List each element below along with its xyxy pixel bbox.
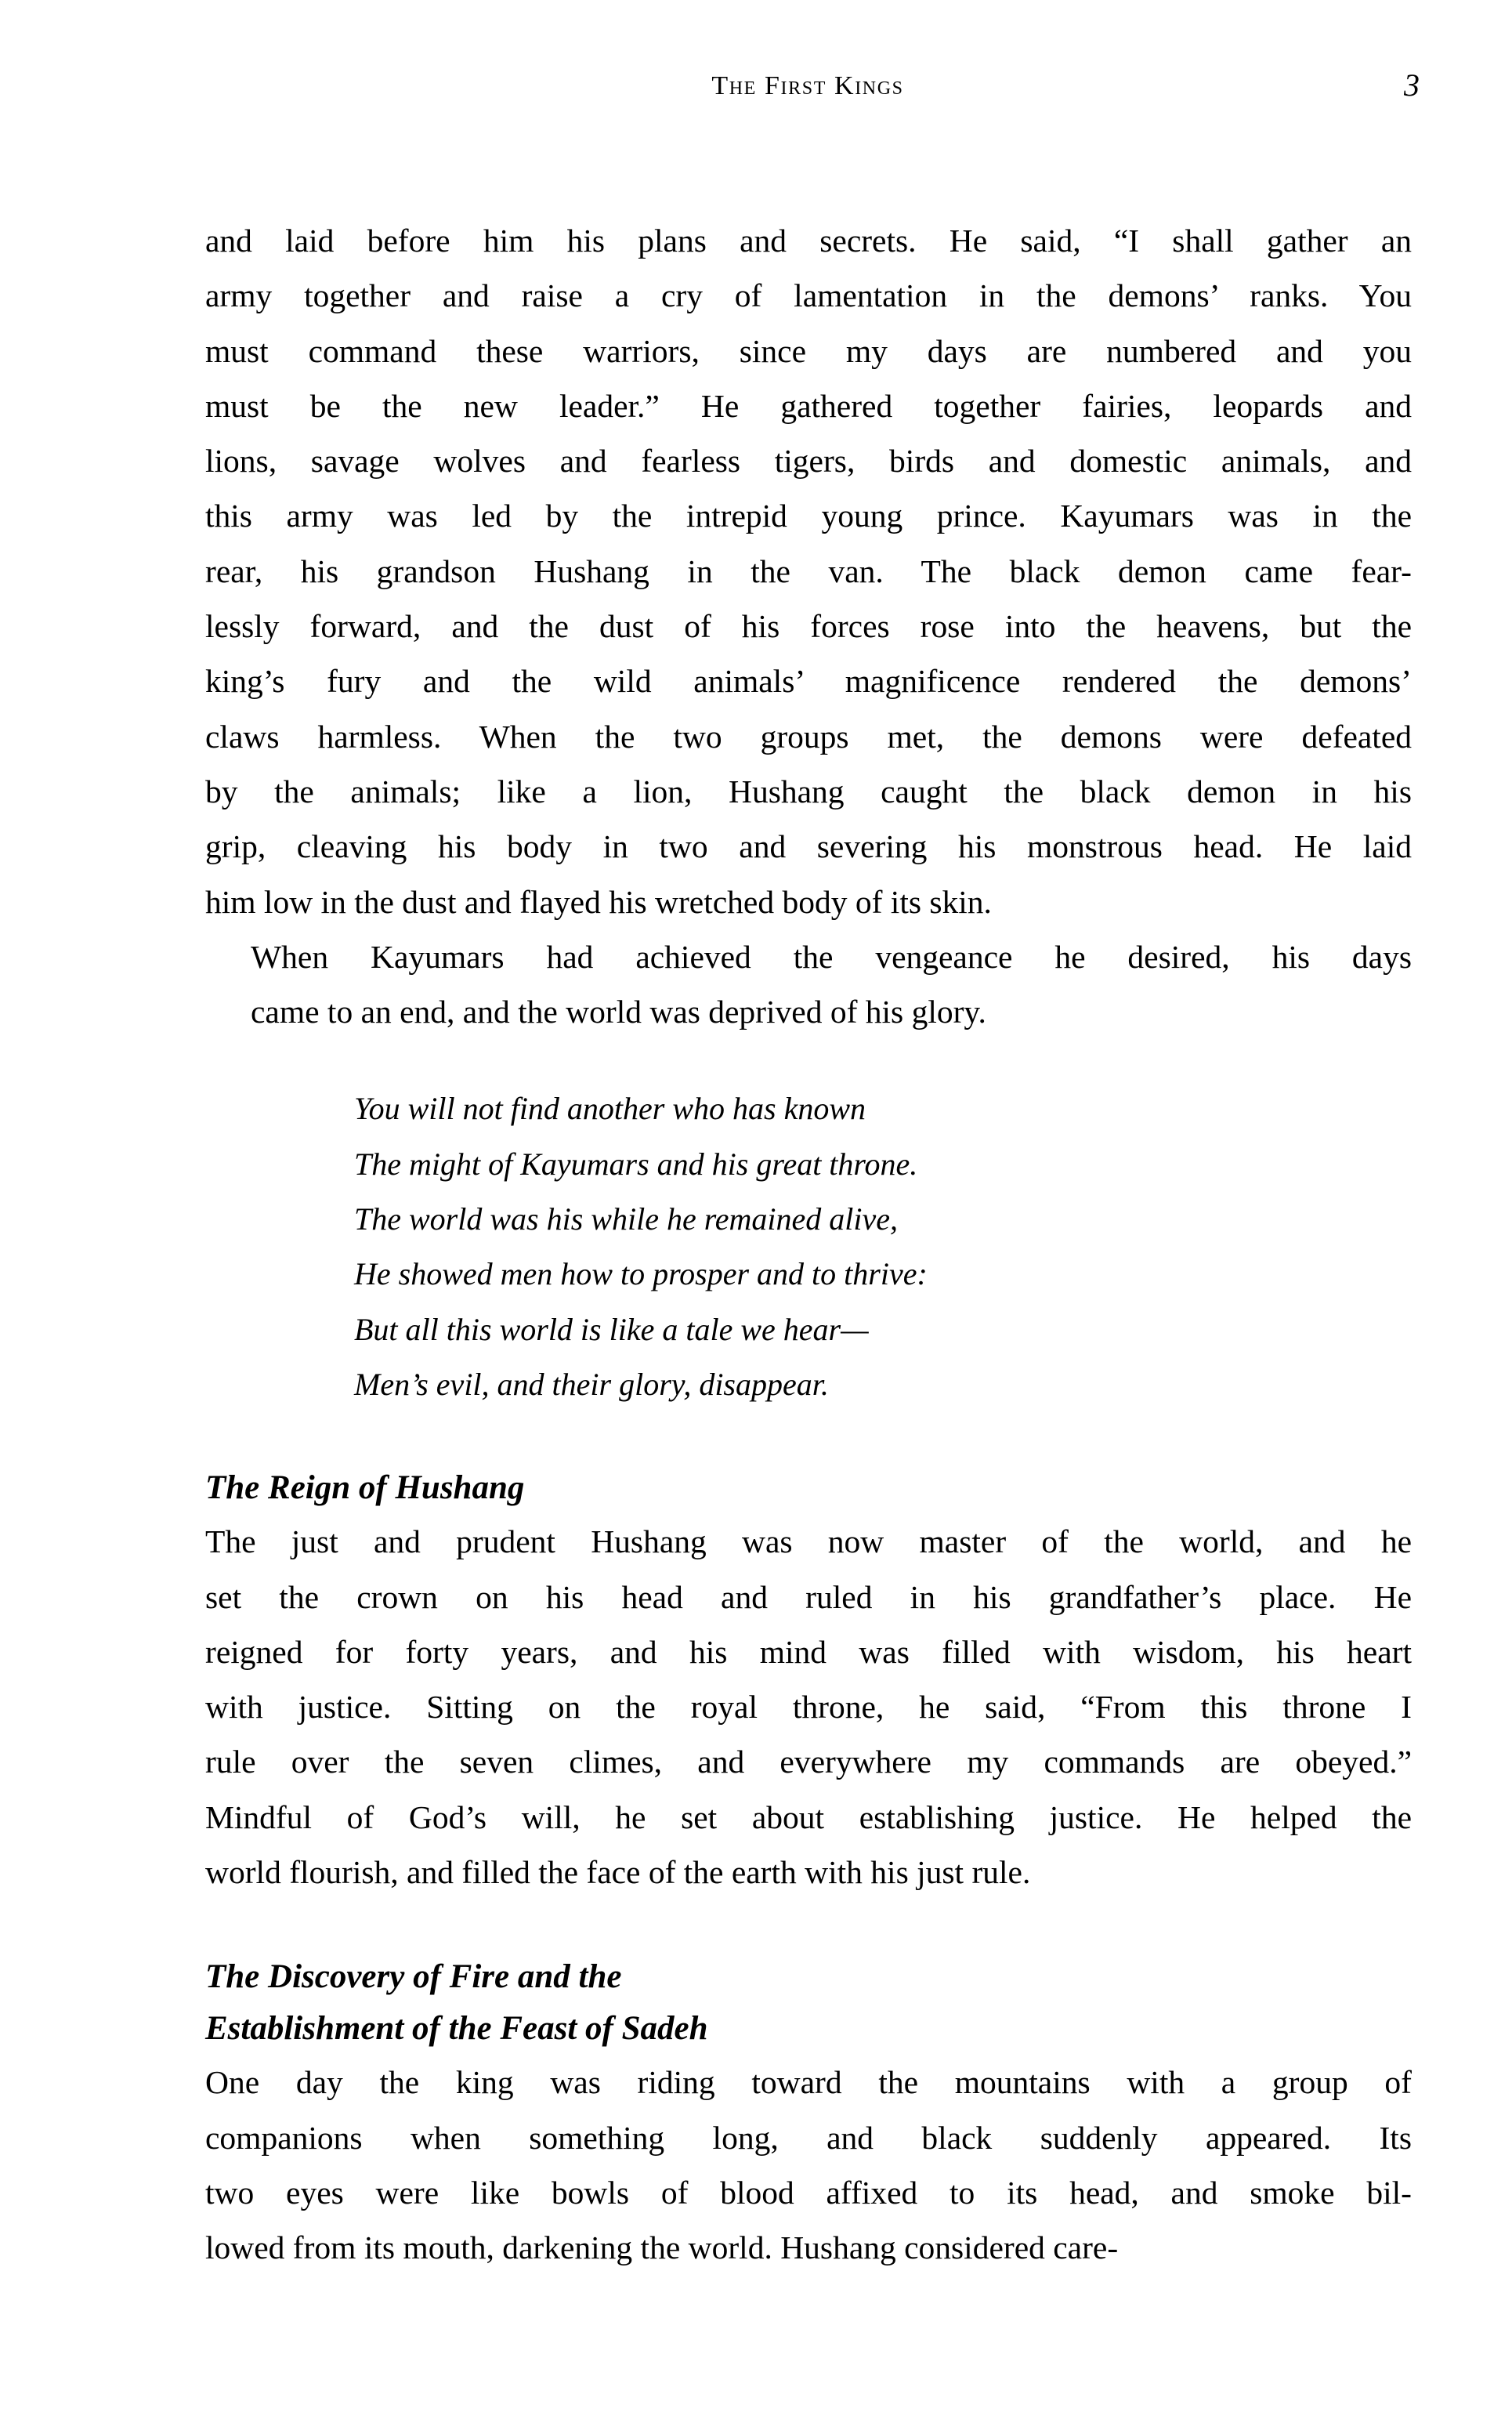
text-line: claws harmless. When the two groups met, the demons were defeated	[205, 718, 1412, 755]
heading-line: The Discovery of Fire and the	[205, 1958, 622, 1996]
text-line: lions, savage wolves and fearless tigers, birds and domestic animals, and	[205, 443, 1412, 480]
verse-line: You will not find another who has known	[354, 1091, 866, 1127]
text-line: with justice. Sitting on the royal throne, he said, “From this throne I	[205, 1689, 1412, 1726]
spacer-after-verse	[205, 1412, 1412, 1462]
text-line: must command these warriors, since my days are numbered and you	[205, 332, 1412, 369]
verse-line: But all this world is like a tale we hear—	[354, 1311, 869, 1347]
running-head-title: The First Kings	[711, 71, 904, 100]
text-line: this army was led by the intrepid young prince. Kayumars was in the	[205, 498, 1412, 534]
text-line: Mindful of God’s will, he set about establishing justice. He helped the	[205, 1798, 1412, 1835]
text-line: grip, cleaving his body in two and severing his monstrous head. He laid	[205, 828, 1412, 865]
text-line: and laid before him his plans and secrets. He said, “I shall gather an	[205, 223, 1412, 259]
text-line: The just and prudent Hushang was now master of the world, and he	[205, 1523, 1412, 1560]
text-line: reigned for forty years, and his mind was filled with wisdom, his heart	[205, 1633, 1412, 1670]
text-line: came to an end, and the world was deprived of his glory.	[251, 994, 986, 1030]
text-line: two eyes were like bowls of blood affixed to its head, and smoke bil-	[205, 2174, 1412, 2211]
verse-line: Men’s evil, and their glory, disappear.	[354, 1366, 829, 1402]
spacer-before-heading-2	[205, 1900, 1412, 1951]
heading-line: Establishment of the Feast of Sadeh	[205, 2010, 708, 2048]
text-line: set the crown on his head and ruled in his grandfather’s place. He	[205, 1578, 1412, 1615]
verse-line: The might of Kayumars and his great throne.	[354, 1146, 918, 1182]
text-line: army together and raise a cry of lamentation in the demons’ ranks. You	[205, 277, 1412, 314]
spacer-before-verse	[205, 1039, 1412, 1081]
text-line: must be the new leader.” He gathered together fairies, leopards and	[205, 387, 1412, 424]
verse-line: The world was his while he remained alive,	[354, 1201, 899, 1237]
text-line: by the animals; like a lion, Hushang caught the black demon in his	[205, 773, 1412, 809]
text-line: When Kayumars had achieved the vengeance he desired, his days	[251, 938, 1412, 975]
text-line: One day the king was riding toward the mountains with a group of	[205, 2064, 1412, 2101]
text-line: rule over the seven climes, and everywhere my commands are obeyed.”	[205, 1744, 1412, 1780]
text-line: lessly forward, and the dust of his forces rose into the heavens, but the	[205, 608, 1412, 645]
paragraph-kayumars-death	[205, 929, 1412, 1040]
verse-block	[205, 1081, 1412, 1412]
verse-line: He showed men how to prosper and to thrive:	[354, 1256, 928, 1292]
page-content	[205, 213, 1412, 2276]
text-line: companions when something long, and black suddenly appeared. Its	[205, 2119, 1412, 2156]
heading-discovery-of-fire	[205, 1951, 1412, 2055]
paragraph-discovery-of-fire	[205, 2055, 1412, 2275]
text-line: world flourish, and filled the face of the earth with his just rule.	[205, 1854, 1031, 1891]
heading-line: The Reign of Hushang	[205, 1469, 525, 1507]
text-line: rear, his grandson Hushang in the van. The black demon came fear-	[205, 552, 1412, 589]
text-line: lowed from its mouth, darkening the world. Hushang considered care-	[205, 2229, 1119, 2266]
text-line: king’s fury and the wild animals’ magnificence rendered the demons’	[205, 663, 1412, 700]
heading-reign-of-hushang	[205, 1462, 1412, 1514]
text-line: him low in the dust and flayed his wretched body of its skin.	[205, 883, 992, 920]
paragraph-reign-of-hushang	[205, 1514, 1412, 1900]
running-head	[205, 67, 1420, 116]
page-number: 3	[1404, 67, 1420, 103]
paragraph-opening	[205, 213, 1412, 929]
